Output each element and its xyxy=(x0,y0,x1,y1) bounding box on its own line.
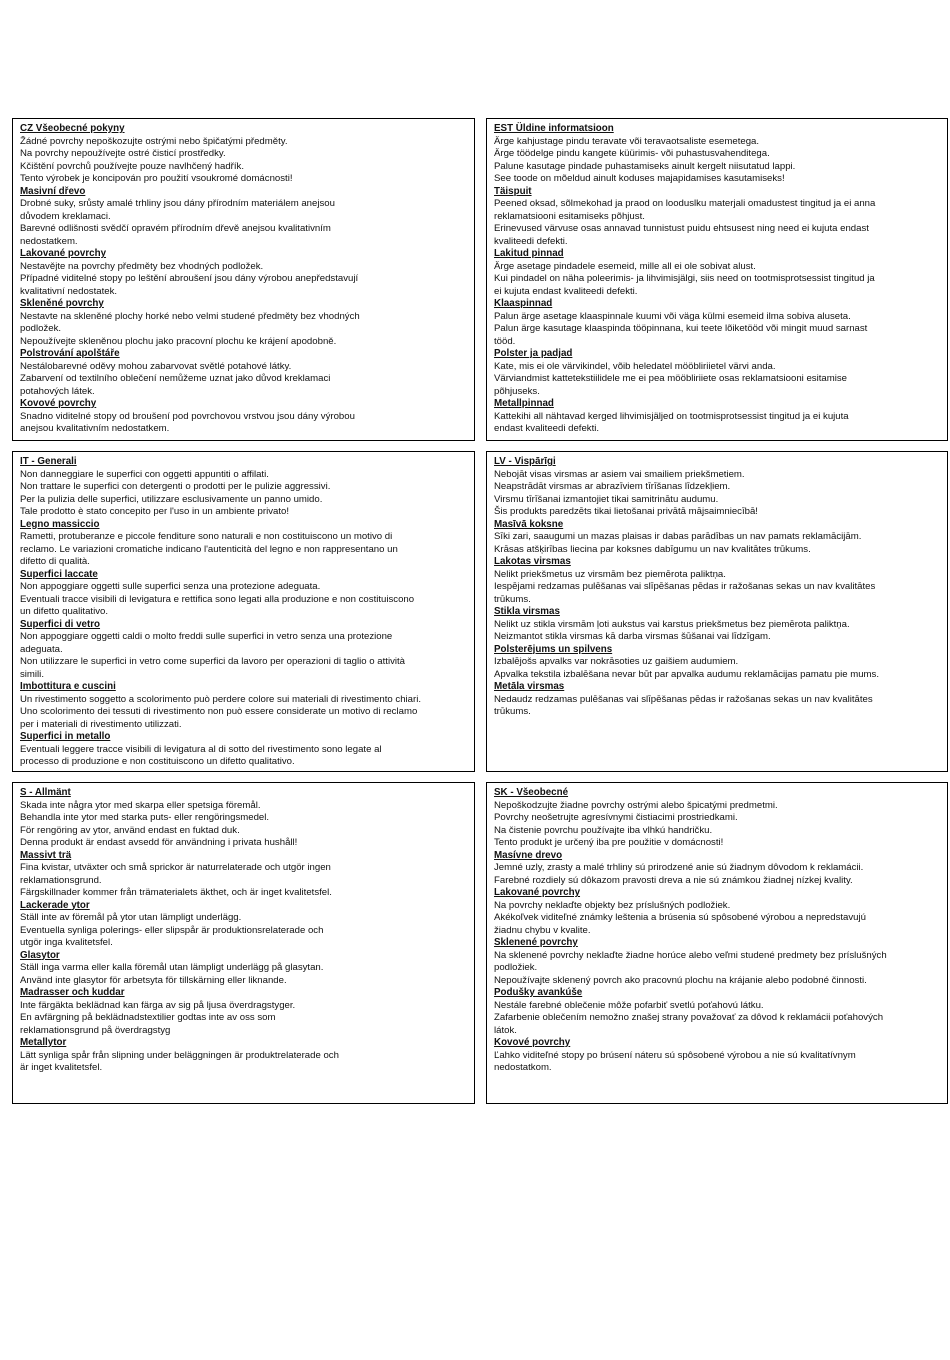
section-intro: Non danneggiare le superfici con oggetti appuntiti o affilati. Non trattare le superfici con detergenti o prodotti per le pulizie aggressivi. Per la pulizia delle superfici, utilizzare esclusivamente un panno umido. Tale prodotto è stato concepito per l'uso in un ambiente privato! xyxy=(20,468,331,517)
section-intro: Žádné povrchy nepoškozujte ostrými nebo špičatými předměty. Na povrchy nepoužívejte ostré čisticí prostředky. Kčištění povrchů používejte pouze navlhčený hadřík. Tento výrobek je koncipován pro použití vsoukromé domácnosti! xyxy=(20,135,293,184)
subsection-text: Nedaudz redzamas pulēšanas vai slīpēšanas pēdas ir ražošanas sekas un nav kvalitātes trūkums. xyxy=(494,693,873,717)
subsection-text: Jemné uzly, zrasty a malé trhliny sú prirodzené anie sú žiadnym dôvodom k reklamácii. Farebné rozdiely sú dôkazom pravosti dreva a nie sú známkou žiadnej nízkej kvality. xyxy=(494,862,864,886)
section-box-lv xyxy=(486,451,948,772)
subsection-title: Superfici di vetro xyxy=(20,618,101,630)
subsection-text: Kattekihi all nähtavad kerged lihvimisjäljed on tootmisprotsessist tingitud ja ei kujuta endast kvaliteedi defekti. xyxy=(494,410,849,434)
subsection-title: Imbottitura e cuscini xyxy=(20,681,116,692)
subsection-text: Un rivestimento soggetto a scolorimento può perdere colore sui materiali di rivestimento chiari. Uno scolorimento dei tessuti di rivestimento non può essere considerate un motivo di reclamo per i materiali di rivestimento utilizzati. xyxy=(20,693,421,730)
subsection-title: Täispuit xyxy=(494,185,532,197)
subsection-title: Lackerade ytor xyxy=(20,899,90,911)
section-intro: Nebojāt visas virsmas ar asiem vai smailiem priekšmetiem. Neapstrādāt virsmas ar abrazīviem tīrīšanas līdzekļiem. Virsmu tīrīšanai izmantojiet tikai samitrinātu audumu. Šis produkts paredzēts tikai lietošanai privātā mājsaimniecībā! xyxy=(494,468,758,517)
subsection-text: Peened oksad, sõlmekohad ja praod on looduslku materjali omadustest tingitud ja ei anna reklamatsiooni esitamiseks põhjust. Erinevused värvuse osas annavad tunnistust puidu ehtsusest ning need ei kujuta endast kvaliteedi defekti. xyxy=(494,198,876,247)
section-intro: Ärge kahjustage pindu teravate või teravaotsaliste esemetega. Ärge töödelge pindu kangete küürimis- või puhastusvahenditega. Palune kasutage pindade puhastamiseks ainult kergelt niisutatud lappi. See toode on mõeldud ainult koduses majapidamises kasutamiseks! xyxy=(494,135,796,184)
section-heading: SK - Všeobecné xyxy=(494,787,569,798)
subsection-text: Ställ inte av föremål på ytor utan lämpligt underlägg. Eventuella synliga polerings- eller slipspår är produktionsrelaterade och utgör inga kvalitetsfel. xyxy=(20,912,324,948)
subsection-text: Kate, mis ei ole värvikindel, võib heledatel mööbliriietel värvi anda. Värviandmist kattetekstiilidele me ei pea mööbliriiete osas reklamatsiooni esitamise põhjuseks. xyxy=(494,360,847,397)
subsection-text: Ställ inga varma eller kalla föremål utan lämpligt underlägg på glasytan. Använd inte glasytor för arbetsyta för tillskärning eller liknande. xyxy=(20,962,324,986)
section-box-sk xyxy=(486,782,948,1104)
subsection-text: Nestavějte na povrchy předměty bez vhodných podložek. Případné viditelné stopy po leštění abroušení jsou dány výrobou anepředstavují kvalitativní nedostatek. xyxy=(20,260,359,297)
subsection-title: Masivní dřevo xyxy=(20,185,86,197)
subsection-title: Lakované povrchy xyxy=(494,887,581,898)
subsection-text: Lätt synliga spår från slipning under beläggningen är produktrelaterade och är inget kvalitetsfel. xyxy=(20,1049,339,1073)
subsection-title: Kovové povrchy xyxy=(20,398,97,409)
subsection-title: Lakotas virsmas xyxy=(494,556,571,567)
subsection-text: Non appoggiare oggetti sulle superfici senza una protezione adeguata. Eventuali tracce visibili di levigatura e rettifica sono legati alla produzione e non costituiscono un difetto qualitativo. xyxy=(20,581,415,617)
section-heading: S - Allmänt xyxy=(20,787,71,798)
subsection-title: Legno massiccio xyxy=(20,518,100,530)
subsection-title: Masívne drevo xyxy=(494,849,563,861)
section-box-est xyxy=(486,118,948,441)
subsection-text: Nelikt priekšmetus uz virsmām bez piemērota paliktņa. Iespējami redzamas pulēšanas vai slīpēšanas pēdas ir ražošanas sekas un nav kvalitātes trūkums. xyxy=(494,568,876,605)
subsection-text: Sīki zari, saaugumi un mazas plaisas ir dabas parādības un nav pamats reklamācijām. Krāsas atšķirības liecina par koksnes dabīgumu un nav kvalitātes trūkums. xyxy=(494,531,862,555)
subsection-title: Superfici laccate xyxy=(20,568,98,580)
section-heading: IT - Generali xyxy=(20,456,77,467)
subsection-title: Massivt trä xyxy=(20,849,72,861)
subsection-title: Polster ja padjad xyxy=(494,348,573,359)
subsection-title: Polsterējums un spilvens xyxy=(494,643,613,655)
subsection-text: Ľahko viditeľné stopy po brúsení náteru sú spôsobené výrobou a nie sú kvalitatívnym nedostatkom. xyxy=(494,1049,856,1073)
subsection-title: Glasytor xyxy=(20,949,60,961)
section-intro: Skada inte några ytor med skarpa eller spetsiga föremål. Behandla inte ytor med starka puts- eller rengöringsmedel. För rengöring av ytor, använd endast en fuktad duk. Denna produkt är endast avsedd för användning i privata hushåll! xyxy=(20,799,298,848)
subsection-text: Fina kvistar, utväxter och små sprickor är naturrelaterade och utgör ingen reklamationsgrund. Färgskillnader kommer från trämaterialets äkthet, och är inget kvalitetsfel. xyxy=(20,862,332,898)
subsection-text: Na povrchy neklaďte objekty bez príslušných podložiek. Akékoľvek viditeľné známky leštenia a brúsenia sú spôsobené výrobou a nepredstavujú žiadnu chybu v kvalite. xyxy=(494,899,866,936)
subsection-text: Na sklenené povrchy neklaďte žiadne horúce alebo veľmi studené predmety bez príslušných podložiek. Nepoužívajte sklenený povrch ako pracovnú plochu na krájanie alebo podobné činnosti. xyxy=(494,949,887,986)
subsection-text: Ärge asetage pindadele esemeid, mille all ei ole sobivat alust. Kui pindadel on näha poleerimis- ja lihvimisjälgi, siis need on tootmisprotsessist tingitud ja ei kujuta endast kvaliteedi defekti. xyxy=(494,260,875,297)
section-box-it xyxy=(12,451,475,772)
subsection-title: Metāla virsmas xyxy=(494,681,565,692)
subsection-title: Klaaspinnad xyxy=(494,298,553,309)
subsection-text: Izbalējošs apvalks var nokrāsoties uz gaišiem audumiem. Apvalka tekstila izbalēšana nevar būt par apvalka audumu reklamācijas pamatu pie mums. xyxy=(494,656,880,680)
subsection-text: Eventuali leggere tracce visibili di levigatura al di sotto del rivestimento sono legate al processo di produzione e non costituiscono un difetto qualitativo. xyxy=(20,743,382,767)
subsection-title: Lakované povrchy xyxy=(20,248,107,259)
subsection-title: Sklenené povrchy xyxy=(494,937,578,948)
section-box-s xyxy=(12,782,475,1104)
section-heading: EST Üldine informatsioon xyxy=(494,123,614,134)
subsection-title: Kovové povrchy xyxy=(494,1037,571,1048)
subsection-text: Nestálobarevné oděvy mohou zabarvovat světlé potahové látky. Zabarvení od textilního oblečení nemůžeme uznat jako důvod kreklamaci potahových látek. xyxy=(20,360,331,397)
subsection-title: Metallpinnad xyxy=(494,398,554,409)
subsection-title: Madrasser och kuddar xyxy=(20,987,125,998)
subsection-text: Nelikt uz stikla virsmām ļoti aukstus vai karstus priekšmetus bez piemērota paliktņa. Neizmantot stikla virsmas kā darba virsmas šūšanai vai līdzīgam. xyxy=(494,618,850,642)
subsection-text: Nestavte na skleněné plochy horké nebo velmi studené předměty bez vhodných podložek. Nepoužívejte skleněnou plochu jako pracovní plochu ke krájení apodobně. xyxy=(20,310,360,347)
subsection-title: Superfici in metallo xyxy=(20,731,111,742)
subsection-title: Polstrování apolštáře xyxy=(20,348,120,359)
subsection-title: Masīvā koksne xyxy=(494,518,564,530)
section-heading: CZ Všeobecné pokyny xyxy=(20,123,125,134)
subsection-text: Snadno viditelné stopy od broušení pod povrchovou vrstvou jsou dány výrobou anejsou kvalitativním nedostatkem. xyxy=(20,410,355,434)
subsection-text: Palun ärge asetage klaaspinnale kuumi või väga külmi esemeid ilma sobiva aluseta. Palun ärge kasutage klaaspinda tööpinnana, kui teete lõiketööd või mingit muud sarnast tööd. xyxy=(494,310,868,347)
subsection-title: Podušky avankúše xyxy=(494,987,583,998)
subsection-title: Stikla virsmas xyxy=(494,606,560,617)
section-box-cz xyxy=(12,118,475,441)
subsection-title: Lakitud pinnad xyxy=(494,248,564,259)
subsection-title: Skleněné povrchy xyxy=(20,298,104,309)
subsection-text: Non appoggiare oggetti caldi o molto freddi sulle superfici in vetro senza una protezione adeguata. Non utilizzare le superfici in vetro come superfici da lavoro per operazioni di taglio o attività simili. xyxy=(20,631,406,680)
section-intro: Nepoškodzujte žiadne povrchy ostrými alebo špicatými predmetmi. Povrchy neošetrujte agresívnymi čistiacimi prostriedkami. Na čistenie povrchu používajte iba vlhkú handričku. Tento produkt je určený iba pre použitie v domácnosti! xyxy=(494,799,778,848)
subsection-text: Rametti, protuberanze e piccole fenditure sono naturali e non costituiscono un motivo di reclamo. Le variazioni cromatiche indicano l'autenticità del legno e non rappresentano un difetto di qualità. xyxy=(20,531,398,567)
subsection-text: Inte färgäkta beklädnad kan färga av sig på ljusa överdragstyger. En avfärgning på beklädnadstextilier godtas inte av oss som reklamationsgrund på överdragstyg xyxy=(20,999,296,1036)
subsection-text: Drobné suky, srůsty amalé trhliny jsou dány přírodním materiálem anejsou důvodem kreklamaci. Barevné odlišnosti svědčí opravém přírodním dřevě anejsou kvalitativním nedostatkem. xyxy=(20,198,335,247)
subsection-title: Metallytor xyxy=(20,1037,67,1048)
subsection-text: Nestále farebné oblečenie môže pofarbiť svetlú poťahovú látku. Zafarbenie oblečením nemožno znašej strany považovať za dôvod k reklamácii poťahových látok. xyxy=(494,999,884,1036)
section-heading: LV - Vispārīgi xyxy=(494,456,556,467)
